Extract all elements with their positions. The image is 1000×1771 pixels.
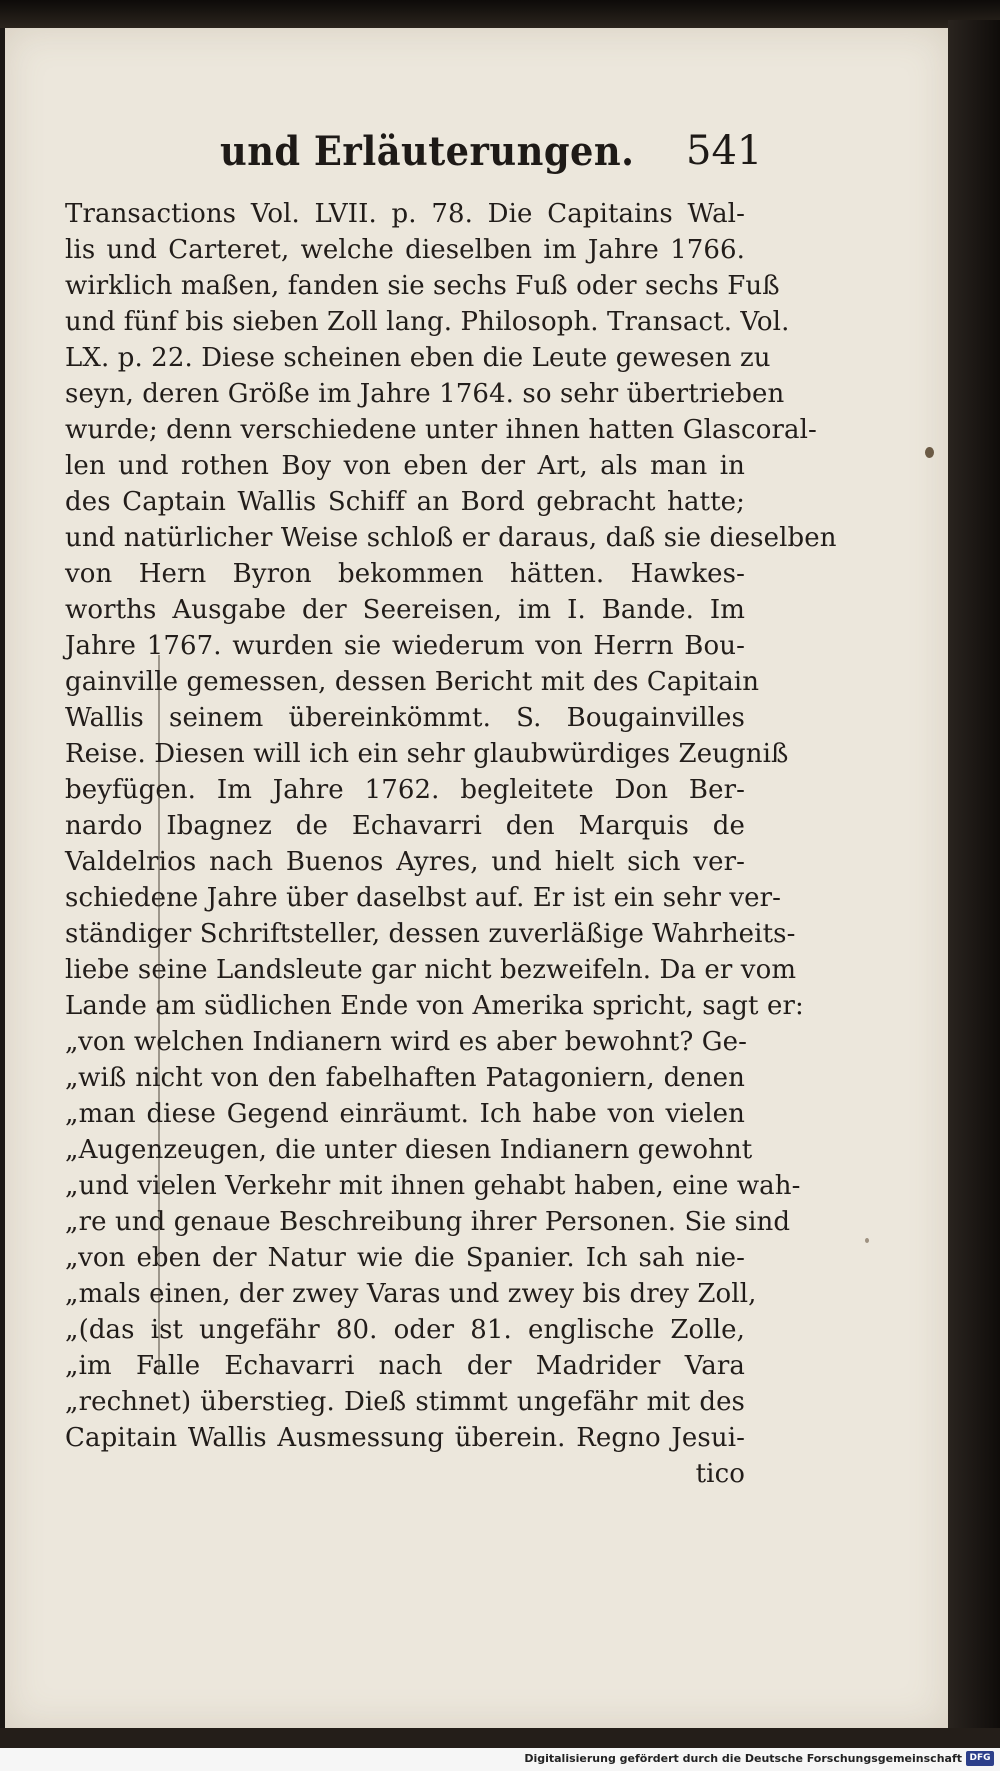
text-line: gainville gemessen, dessen Bericht mit des Capitain (65, 667, 760, 697)
text-line: lis und Carteret, welche dieselben im Jahre 1766. (65, 235, 745, 265)
text-line: Wallis seinem übereinkömmt. S. Bougainvilles (65, 703, 745, 733)
text-line: von Hern Byron bekommen hätten. Hawkes- (65, 559, 745, 589)
body-text (65, 196, 837, 1492)
text-line: „und vielen Verkehr mit ihnen gehabt haben, eine wah- (65, 1171, 801, 1201)
text-line: und fünf bis sieben Zoll lang. Philosoph. Transact. Vol. (65, 307, 790, 337)
catchword: tico (695, 1459, 745, 1489)
text-line: „man diese Gegend einräumt. Ich habe von vielen (65, 1099, 745, 1129)
paper-speck (925, 447, 934, 458)
paper-speck (865, 1238, 869, 1243)
running-header: und Erläuterungen. (220, 128, 635, 175)
text-line: „re und genaue Beschreibung ihrer Personen. Sie sind (65, 1207, 791, 1237)
text-line: wirklich maßen, fanden sie sechs Fuß oder sechs Fuß (65, 271, 780, 301)
text-line: seyn, deren Größe im Jahre 1764. so sehr übertrieben (65, 379, 785, 409)
text-line: len und rothen Boy von eben der Art, als man in (65, 451, 745, 481)
text-line: nardo Ibagnez de Echavarri den Marquis de (65, 811, 745, 841)
scan-bottom-edge (0, 1728, 1000, 1748)
text-line: „im Falle Echavarri nach der Madrider Vara (65, 1351, 745, 1381)
dfg-logo-icon: DFG (966, 1751, 994, 1766)
text-line: Valdelrios nach Buenos Ayres, und hielt sich ver- (65, 847, 745, 877)
text-line: schiedene Jahre über daselbst auf. Er ist ein sehr ver- (65, 883, 782, 913)
text-line: Capitain Wallis Ausmessung überein. Regno Jesui- (65, 1423, 745, 1453)
page-number: 541 (686, 128, 763, 174)
text-line: wurde; denn verschiedene unter ihnen hatten Glascoral- (65, 415, 817, 445)
text-line: des Captain Wallis Schiff an Bord gebracht hatte; (65, 487, 745, 517)
text-line: und natürlicher Weise schloß er daraus, daß sie dieselben (65, 523, 837, 553)
text-line: ständiger Schriftsteller, dessen zuverläßige Wahrheits- (65, 919, 796, 949)
text-line: Transactions Vol. LVII. p. 78. Die Capitains Wal- (65, 199, 745, 229)
text-line: „von welchen Indianern wird es aber bewohnt? Ge- (65, 1027, 748, 1057)
text-line: „Augenzeugen, die unter diesen Indianern gewohnt (65, 1135, 753, 1165)
footer-credit: Digitalisierung gefördert durch die Deutsche Forschungsgemeinschaft (524, 1752, 962, 1765)
text-line: „mals einen, der zwey Varas und zwey bis drey Zoll, (65, 1279, 757, 1309)
scan-right-edge (948, 20, 1000, 1740)
text-line: liebe seine Landsleute gar nicht bezweifeln. Da er vom (65, 955, 797, 985)
text-line: Lande am südlichen Ende von Amerika spricht, sagt er: (65, 991, 804, 1021)
text-line: Reise. Diesen will ich ein sehr glaubwürdiges Zeugniß (65, 739, 789, 769)
digitization-footer (0, 1748, 1000, 1771)
text-line: Jahre 1767. wurden sie wiederum von Herrn Bou- (65, 631, 745, 661)
text-line: beyfügen. Im Jahre 1762. begleitete Don Ber- (65, 775, 745, 805)
text-line: „rechnet) überstieg. Dieß stimmt ungefähr mit des (65, 1387, 745, 1417)
text-line: „von eben der Natur wie die Spanier. Ich sah nie- (65, 1243, 745, 1273)
text-line: „(das ist ungefähr 80. oder 81. englische Zolle, (65, 1315, 745, 1345)
scan-top-edge (0, 0, 1000, 28)
text-line: worths Ausgabe der Seereisen, im I. Bande. Im (65, 595, 745, 625)
text-line: LX. p. 22. Diese scheinen eben die Leute gewesen zu (65, 343, 771, 373)
text-line: „wiß nicht von den fabelhaften Patagoniern, denen (65, 1063, 745, 1093)
